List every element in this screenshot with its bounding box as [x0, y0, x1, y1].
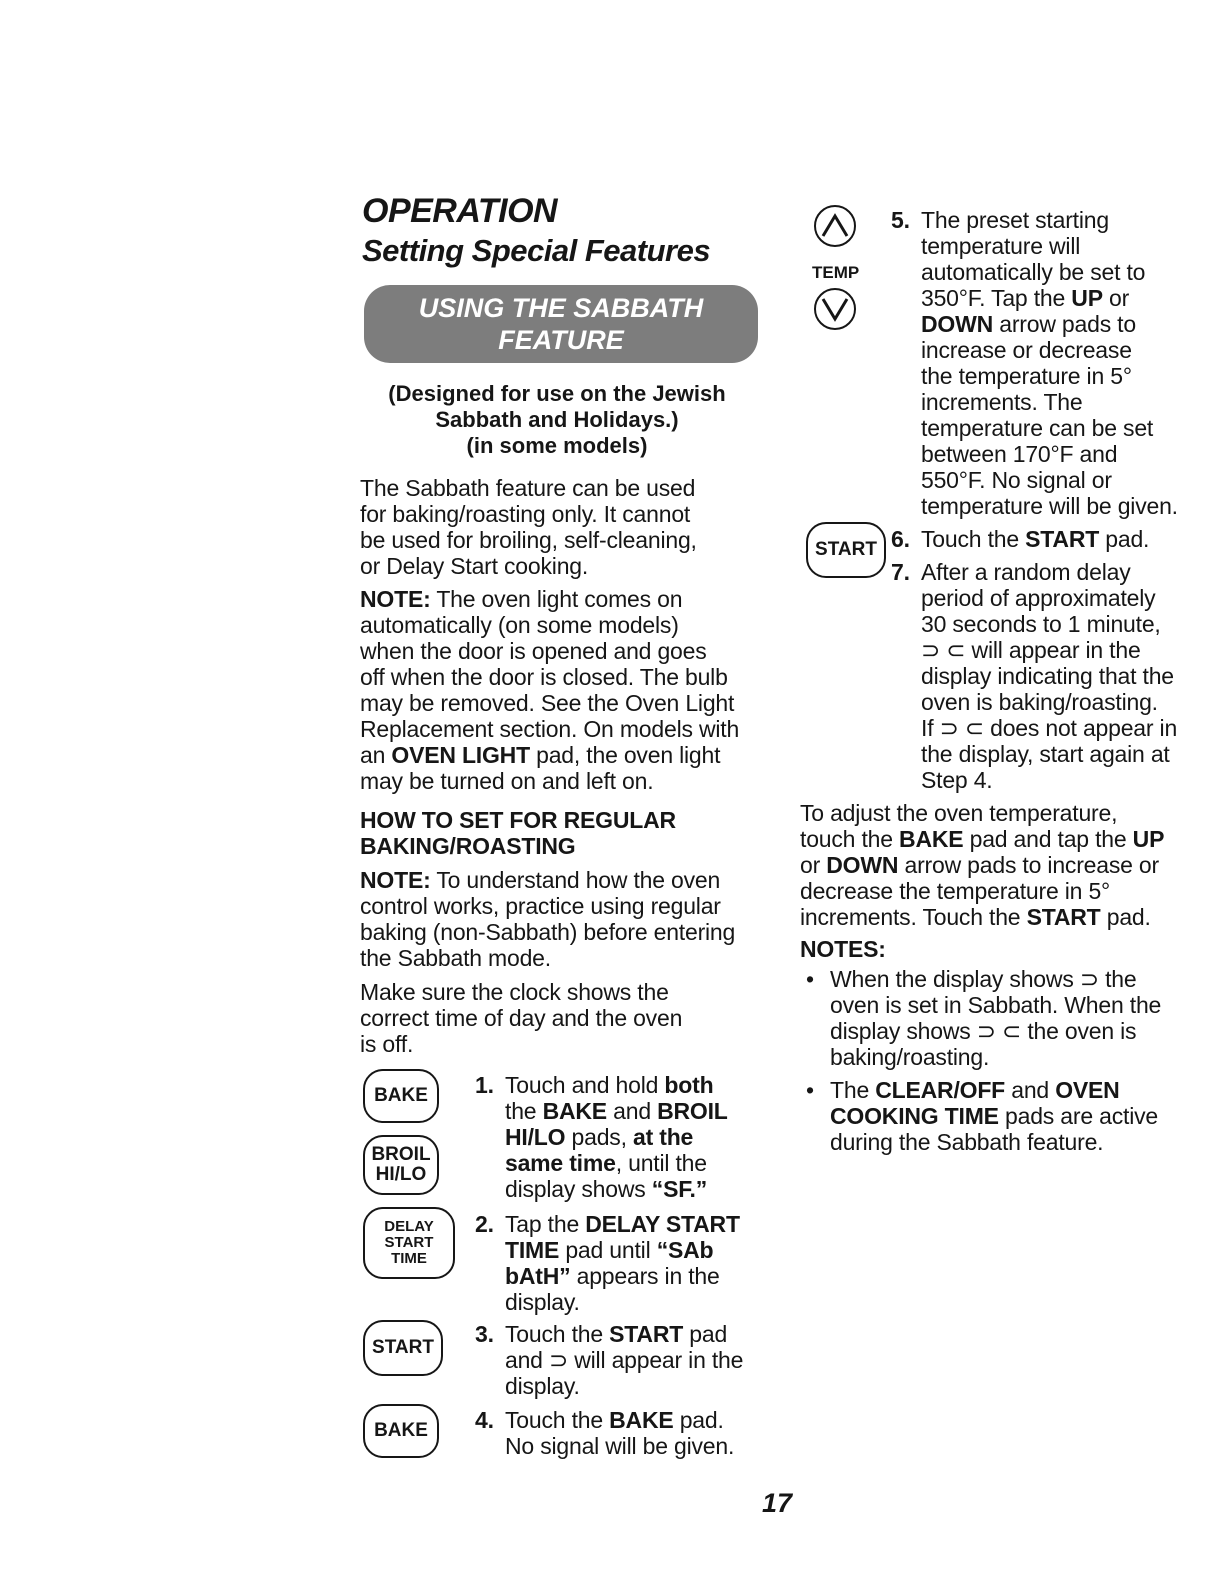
step-5-line: increments. The: [921, 389, 1083, 415]
step-1-line: the BAKE and BROIL: [505, 1098, 728, 1124]
step-5-line: automatically be set to: [921, 259, 1146, 285]
step-1-line: same time, until the: [505, 1150, 707, 1176]
howto-note-line: NOTE: To understand how the oven: [360, 867, 721, 893]
step-7-line: Step 4.: [921, 767, 993, 793]
howto-note-line: baking (non-Sabbath) before entering: [360, 919, 736, 945]
step-1-line: display shows “SF.”: [505, 1176, 708, 1202]
step-5-line: increase or decrease: [921, 337, 1132, 363]
adjust-line: touch the BAKE pad and tap the UP: [800, 826, 1165, 852]
step-4-line: No signal will be given.: [505, 1433, 735, 1459]
notes-line: When the display shows ⊃ the: [830, 966, 1137, 992]
step-number: 5.: [891, 207, 910, 233]
clock-line: is off.: [360, 1031, 414, 1057]
adjust-line: increments. Touch the START pad.: [800, 904, 1151, 930]
designed-for-note: (Designed for use on the Jewish Sabbath and Holidays.) (in some models): [388, 381, 726, 458]
bullet-icon: •: [806, 966, 814, 992]
note-line: off when the door is closed. The bulb: [360, 664, 728, 690]
notes-line: during the Sabbath feature.: [830, 1129, 1104, 1155]
step-number: 7.: [891, 559, 910, 585]
step-3-line: display.: [505, 1373, 580, 1399]
intro-line: be used for broiling, self-cleaning,: [360, 527, 697, 553]
notes-line: The CLEAR/OFF and OVEN: [830, 1077, 1120, 1103]
bake-pad: BAKE: [363, 1069, 439, 1123]
step-7-line: 30 seconds to 1 minute,: [921, 611, 1161, 637]
start-pad: START: [806, 522, 886, 578]
notes-line: oven is set in Sabbath. When the: [830, 992, 1162, 1018]
step-1-line: Touch and hold both: [505, 1072, 714, 1098]
step-5-line: temperature will be given.: [921, 493, 1178, 519]
section-title: OPERATION: [362, 192, 558, 230]
adjust-line: decrease the temperature in 5°: [800, 878, 1111, 904]
intro-line: for baking/roasting only. It cannot: [360, 501, 691, 527]
up-arrow-icon: [814, 205, 856, 247]
step-3-line: Touch the START pad: [505, 1321, 728, 1347]
notes-heading: NOTES:: [800, 936, 886, 962]
step-5-line: between 170°F and: [921, 441, 1118, 467]
bullet-icon: •: [806, 1077, 814, 1103]
step-number: 1.: [475, 1072, 494, 1098]
step-5-line: temperature can be set: [921, 415, 1154, 441]
howto-heading: HOW TO SET FOR REGULAR: [360, 807, 676, 833]
adjust-line: To adjust the oven temperature,: [800, 800, 1118, 826]
step-7-line: ⊃ ⊂ will appear in the: [921, 637, 1141, 663]
step-number: 3.: [475, 1321, 494, 1347]
clock-line: correct time of day and the oven: [360, 1005, 683, 1031]
step-5-line: temperature will: [921, 233, 1081, 259]
note-line: may be removed. See the Oven Light: [360, 690, 735, 716]
sabbath-banner: [364, 285, 758, 363]
note-line: may be turned on and left on.: [360, 768, 654, 794]
step-4-line: Touch the BAKE pad.: [505, 1407, 724, 1433]
delay-start-time-pad: DELAY START TIME: [363, 1207, 455, 1279]
start-pad: START: [363, 1320, 443, 1376]
step-3-line: and ⊃ will appear in the: [505, 1347, 744, 1373]
down-arrow-icon: [814, 288, 856, 330]
subsection-title: Setting Special Features: [362, 233, 711, 268]
notes-line: display shows ⊃ ⊂ the oven is: [830, 1018, 1137, 1044]
step-1-line: HI/LO pads, at the: [505, 1124, 694, 1150]
step-number: 2.: [475, 1211, 494, 1237]
notes-line: baking/roasting.: [830, 1044, 990, 1070]
howto-note-line: the Sabbath mode.: [360, 945, 551, 971]
broil-hilo-pad: BROIL HI/LO: [363, 1135, 439, 1195]
step-7-line: period of approximately: [921, 585, 1156, 611]
step-7-line: the display, start again at: [921, 741, 1170, 767]
clock-line: Make sure the clock shows the: [360, 979, 669, 1005]
notes-line: COOKING TIME pads are active: [830, 1103, 1158, 1129]
note-line: an OVEN LIGHT pad, the oven light: [360, 742, 721, 768]
howto-note-line: control works, practice using regular: [360, 893, 721, 919]
step-7-line: display indicating that the: [921, 663, 1174, 689]
intro-line: The Sabbath feature can be used: [360, 475, 696, 501]
step-7-line: After a random delay: [921, 559, 1131, 585]
step-2-line: display.: [505, 1289, 580, 1315]
banner-line-1: USING THE SABBATH: [418, 293, 704, 323]
step-5-line: 550°F. No signal or: [921, 467, 1112, 493]
step-number: 4.: [475, 1407, 494, 1433]
step-number: 6.: [891, 526, 910, 552]
step-7-line: If ⊃ ⊂ does not appear in: [921, 715, 1178, 741]
note-line: NOTE: The oven light comes on: [360, 586, 683, 612]
step-5-line: DOWN arrow pads to: [921, 311, 1136, 337]
step-2-line: Tap the DELAY START: [505, 1211, 740, 1237]
step-2-line: bAtH” appears in the: [505, 1263, 720, 1289]
page-number: 17: [762, 1488, 793, 1518]
step-5-line: 350°F. Tap the UP or: [921, 285, 1130, 311]
note-line: Replacement section. On models with: [360, 716, 740, 742]
note-line: when the door is opened and goes: [360, 638, 707, 664]
intro-line: or Delay Start cooking.: [360, 553, 589, 579]
bake-pad: BAKE: [363, 1404, 439, 1458]
howto-heading: BAKING/ROASTING: [360, 833, 576, 859]
step-6-line: Touch the START pad.: [921, 526, 1150, 552]
step-2-line: TIME pad until “SAb: [505, 1237, 714, 1263]
note-line: automatically (on some models): [360, 612, 679, 638]
step-5-line: the temperature in 5°: [921, 363, 1132, 389]
adjust-line: or DOWN arrow pads to increase or: [800, 852, 1159, 878]
step-7-line: oven is baking/roasting.: [921, 689, 1158, 715]
temp-label: TEMP: [812, 263, 860, 282]
banner-line-2: FEATURE: [498, 325, 624, 355]
step-5-line: The preset starting: [921, 207, 1109, 233]
